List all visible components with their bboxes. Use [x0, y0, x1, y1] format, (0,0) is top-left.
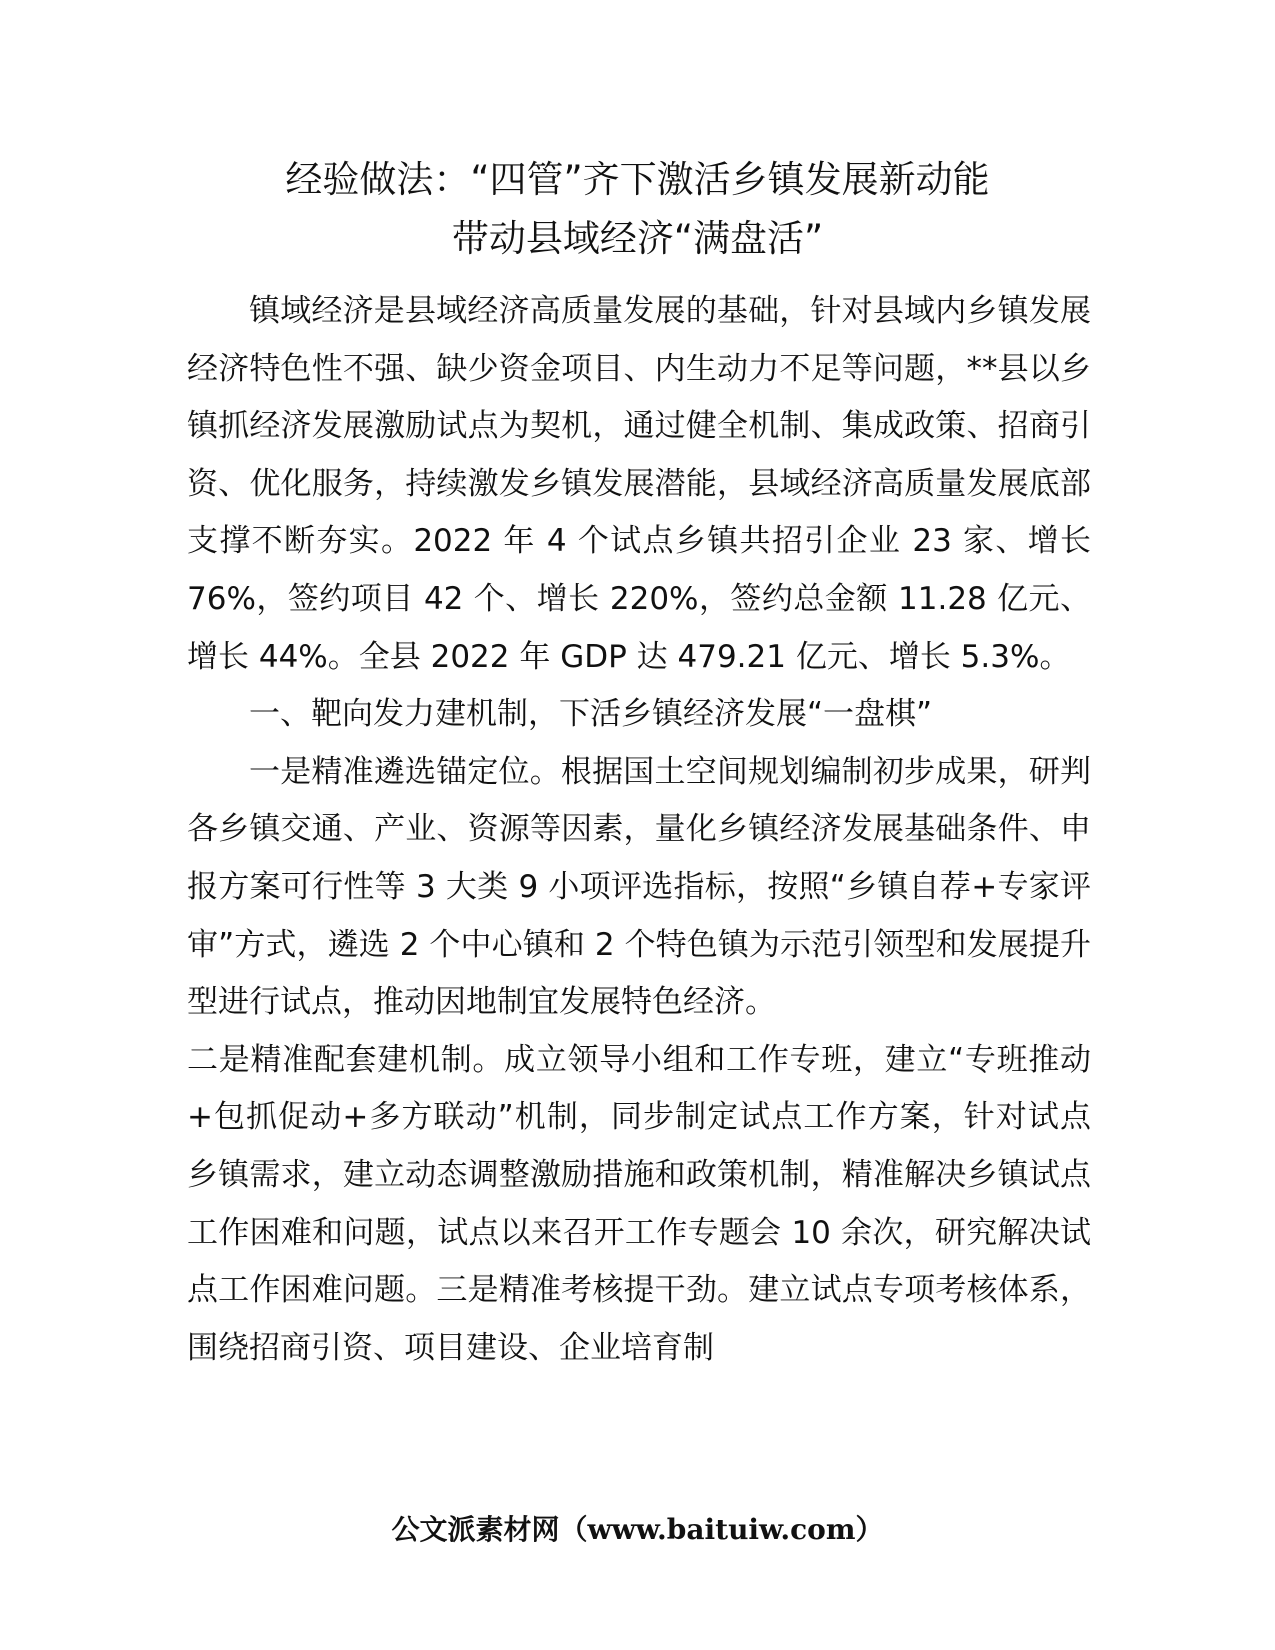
- document-body: [187, 283, 1091, 1377]
- document-title-line-2: 带动县域经济“满盘活”: [451, 217, 824, 260]
- section-heading: 一、靶向发力建机制，下活乡镇经济发展“一盘棋”: [249, 696, 933, 733]
- paragraph-point-one: 一是精准遴选锚定位。根据国土空间规划编制初步成果，研判各乡镇交通、产业、资源等因素，量化乡镇经济发展基础条件、申报方案可行性等 3 大类 9 小项评选指标，按照“乡镇自荐+专家评审”方式，遴选 2 个中心镇和 2 个特色镇为示范引领型和发展提升型进行试点，推动因地制宜发展特色经济。: [187, 753, 1091, 1021]
- document-title-line-1: 经验做法：“四管”齐下激活乡镇发展新动能: [285, 158, 990, 201]
- paragraph-intro: 镇域经济是县域经济高质量发展的基础，针对县域内乡镇发展经济特色性不强、缺少资金项目、内生动力不足等问题，**县以乡镇抓经济发展激励试点为契机，通过健全机制、集成政策、招商引资、优化服务，持续激发乡镇发展潜能，县域经济高质量发展底部支撑不断夯实。2022 年 4 个试点乡镇共招引企业 23 家、增长 76%，签约项目 42 个、增长 220%，签约总金额 11.28 亿元、增长 44%。全县 2022 年 GDP 达 479.21 亿元、增长 5.3%。: [187, 293, 1091, 675]
- footer-watermark: 公文派素材网（www.baituiw.com）: [391, 1513, 884, 1546]
- paragraph-point-two: 二是精准配套建机制。成立领导小组和工作专班，建立“专班推动+包抓促动+多方联动”机制，同步制定试点工作方案，针对试点乡镇需求，建立动态调整激励措施和政策机制，精准解决乡镇试点工作困难和问题，试点以来召开工作专题会 10 余次，研究解决试点工作困难问题。三是精准考核提干劲。建立试点专项考核体系，围绕招商引资、项目建设、企业培育制: [187, 1041, 1091, 1366]
